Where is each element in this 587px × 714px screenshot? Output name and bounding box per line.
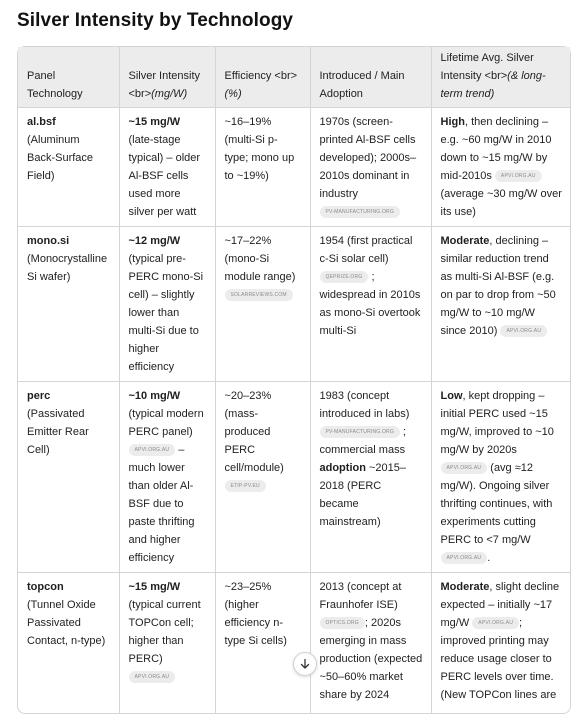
cell-lifetime (431, 573, 570, 714)
silver-text: (late-stage typical) – older Al-BSF cells used more silver per watt (128, 134, 201, 218)
lifetime-level: Moderate (440, 581, 490, 593)
cell-silver (119, 573, 215, 714)
introduced-text: 1983 (concept introduced in labs) (319, 390, 410, 420)
header-silver-intensity (119, 47, 215, 108)
source-link[interactable]: ETIP-PV.EU (225, 480, 266, 492)
table (18, 47, 570, 713)
source-link[interactable]: SOLARREVIEWS.COM (225, 289, 293, 301)
header-label: Silver Intensity <br> (128, 70, 201, 100)
cell-introduced (310, 382, 431, 573)
cell-efficiency (215, 227, 310, 382)
cell-efficiency (215, 382, 310, 573)
lifetime-text: (average ~30 mg/W over its use) (440, 188, 562, 218)
header-efficiency (215, 47, 310, 108)
lifetime-level: Moderate (440, 235, 490, 247)
source-link[interactable]: APVI.ORG.AU (441, 552, 488, 564)
tech-name: perc (27, 390, 51, 402)
scroll-down-button[interactable] (293, 652, 317, 676)
introduced-text: 1954 (first practical c-Si solar cell) (319, 235, 413, 265)
silver-value: ~15 mg/W (128, 116, 181, 128)
table-row (18, 108, 570, 227)
cell-introduced (310, 227, 431, 382)
cell-silver (119, 382, 215, 573)
introduced-text: ; 2020s emerging in mass production (expected ~50–60% market share by 2024 (319, 617, 423, 701)
header-introduced (310, 47, 431, 108)
header-lifetime-avg (431, 47, 570, 108)
efficiency-text: ~16–19% (multi-Si p-type; mono up to ~19%) (224, 116, 295, 182)
lifetime-level: Low (440, 390, 463, 402)
lifetime-text: ; improved printing may reduce usage closer to PERC levels over time. (New TOPCon lines are (440, 617, 557, 701)
cell-silver (119, 227, 215, 382)
header-unit: (mg/W) (151, 88, 188, 100)
cell-technology (18, 573, 119, 714)
silver-text: – much lower than older Al-BSF due to paste thrifting and higher efficiency (128, 444, 195, 564)
tech-desc: (Monocrystalline Si wafer) (27, 253, 108, 283)
source-link[interactable]: APVI.ORG.AU (129, 444, 176, 456)
lifetime-text: , declining – similar reduction trend as multi-Si Al-BSF (e.g. on par to drop from ~50 mg/W to ~10 mg/W since 2010) (440, 235, 556, 337)
cell-silver (119, 108, 215, 227)
header-label: Panel Technology (27, 70, 83, 100)
silver-text: (typical pre-PERC mono-Si cell) – slightly lower than multi-Si due to higher efficiency (128, 253, 204, 373)
silver-text: (typical modern PERC panel) (128, 408, 204, 438)
cell-efficiency (215, 108, 310, 227)
source-link[interactable]: APVI.ORG.AU (500, 325, 547, 337)
tech-desc: (Tunnel Oxide Passivated Contact, n-type) (27, 599, 106, 647)
source-link[interactable]: QEPRIZE.ORG (320, 271, 369, 283)
introduced-emphasis: adoption (319, 462, 366, 474)
efficiency-text: ~23–25% (higher efficiency n-type Si cells) (224, 581, 287, 647)
table-row (18, 382, 570, 573)
cell-technology (18, 382, 119, 573)
cell-lifetime (431, 382, 570, 573)
efficiency-text: ~20–23% (mass-produced PERC cell/module) (224, 390, 284, 474)
cell-lifetime (431, 227, 570, 382)
silver-value: ~12 mg/W (128, 235, 181, 247)
header-label: Efficiency <br> (224, 70, 298, 82)
comparison-table (17, 46, 571, 714)
source-link[interactable]: APVI.ORG.AU (472, 617, 519, 629)
silver-value: ~15 mg/W (128, 581, 181, 593)
lifetime-text: , slight decline expected – initially ~17 mg/W (440, 581, 560, 629)
cell-introduced (310, 573, 431, 714)
header-row (18, 47, 570, 108)
silver-value: ~10 mg/W (128, 390, 181, 402)
header-label: Lifetime Avg. Silver Intensity <br> (440, 52, 534, 82)
cell-lifetime (431, 108, 570, 227)
lifetime-text: , kept dropping – initial PERC used ~15 mg/W, improved to ~10 mg/W by 2020s (440, 390, 554, 456)
introduced-text: ~2015–2018 (PERC became mainstream) (319, 462, 407, 528)
lifetime-text: . (487, 552, 491, 564)
lifetime-level: High (440, 116, 465, 128)
introduced-text: 2013 (concept at Fraunhofer ISE) (319, 581, 402, 611)
tech-name: topcon (27, 581, 64, 593)
source-link[interactable]: PV-MANUFACTURING.ORG (320, 206, 400, 218)
tech-desc: (Aluminum Back-Surface Field) (27, 134, 94, 182)
source-link[interactable]: APVI.ORG.AU (495, 170, 542, 182)
source-link[interactable]: APVI.ORG.AU (441, 462, 488, 474)
arrow-down-icon (299, 658, 311, 670)
source-link[interactable]: OPTICS.ORG (320, 617, 365, 629)
tech-name: al.bsf (27, 116, 56, 128)
cell-efficiency (215, 573, 310, 714)
introduced-text: ; widespread in 2010s as mono-Si overtook multi-Si (319, 271, 421, 337)
introduced-text: ; commercial mass (319, 426, 407, 456)
introduced-text: 1970s (screen-printed Al-BSF cells developed); 2000s–2010s dominant in industry (319, 116, 417, 200)
silver-text: (typical current TOPCon cell; higher than PERC) (128, 599, 201, 665)
lifetime-text: (avg ≈12 mg/W). Ongoing silver thrifting continues, with experiments cutting PERC to <7 mg/W (440, 462, 553, 546)
header-label: Introduced / Main Adoption (319, 70, 405, 100)
tech-desc: (Passivated Emitter Rear Cell) (27, 408, 89, 456)
header-panel-technology (18, 47, 119, 108)
cell-introduced (310, 108, 431, 227)
cell-technology (18, 227, 119, 382)
table-row (18, 573, 570, 714)
cell-technology (18, 108, 119, 227)
header-unit: (& long-term trend) (440, 70, 546, 100)
efficiency-text: ~17–22% (mono-Si module range) (224, 235, 296, 283)
tech-name: mono.si (27, 235, 70, 247)
source-link[interactable]: APVI.ORG.AU (129, 671, 176, 683)
table-row (18, 227, 570, 382)
page-title: Silver Intensity by Technology (17, 10, 294, 31)
source-link[interactable]: PV-MANUFACTURING.ORG (320, 426, 400, 438)
lifetime-text: , then declining – e.g. ~60 mg/W in 2010 down to ~15 mg/W by mid-2010s (440, 116, 552, 182)
header-unit: (%) (224, 88, 242, 100)
